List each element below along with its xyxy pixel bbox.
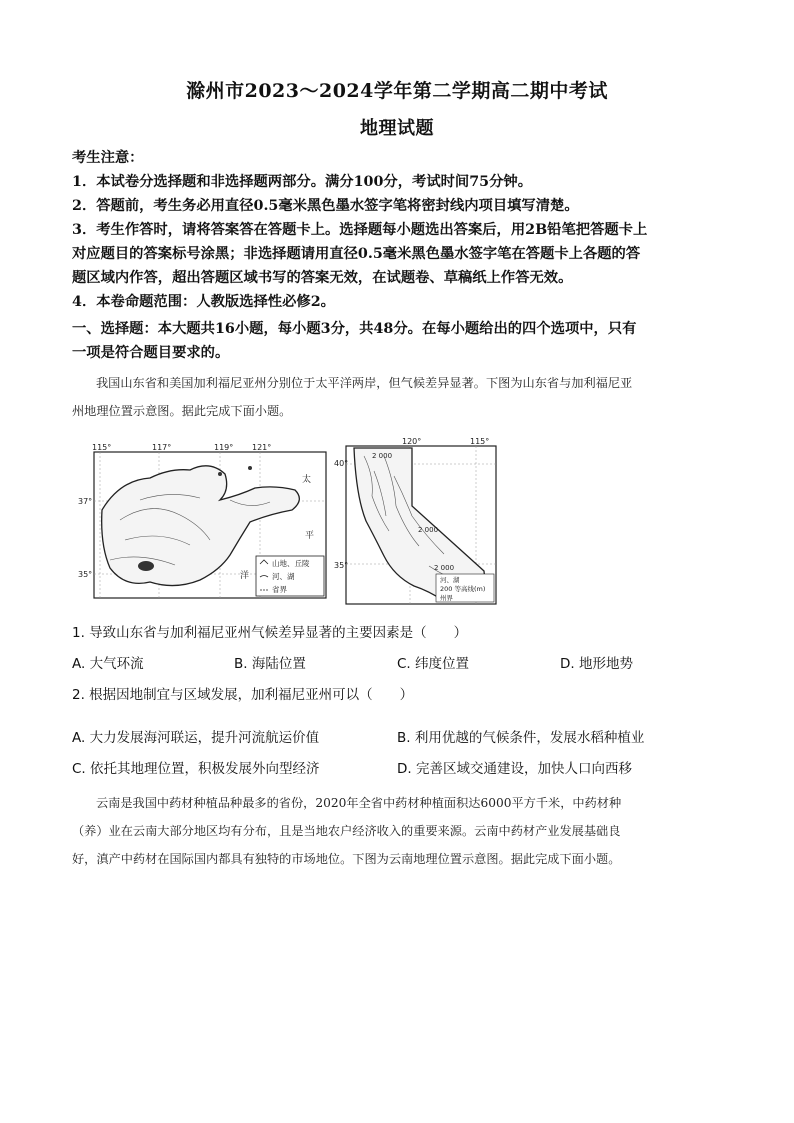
notice-item-3-end: 题区域内作答，超出答题区域书写的答案无效，在试题卷、草稿纸上作答无效。 — [72, 270, 573, 286]
california-legend-border: 州界 — [440, 594, 453, 602]
exam-title: 滁州市2023～2024学年第二学期高二期中考试 — [186, 80, 608, 102]
material1-line1: 我国山东省和美国加利福尼亚州分别位于太平洋两岸，但气候差异显著。下图为山东省与加利福尼亚 — [96, 376, 633, 390]
question-2-option-c[interactable]: C. 依托其地理位置，积极发展外向型经济 — [72, 761, 320, 777]
contour-label-1: 2 000 — [372, 452, 393, 460]
california-map — [334, 436, 500, 606]
material2-line3: 好，滇产中药材在国际国内都具有独特的市场地位。下图为云南地理位置示意图。据此完成下面小题。 — [72, 852, 621, 866]
shandong-lon-115: 115° — [92, 443, 112, 452]
california-legend-river: 河、湖 — [440, 576, 460, 584]
subject-title: 地理试题 — [360, 118, 434, 139]
california-lat-40: 40° — [334, 459, 349, 468]
california-lon-120: 120° — [402, 437, 422, 446]
notice-item-4: 4．本卷命题范围：人教版选择性必修2。 — [72, 294, 335, 310]
shandong-lat-35: 35° — [78, 570, 93, 579]
shandong-map — [80, 440, 332, 602]
notice-item-3: 3．考生作答时，请将答案答在答题卡上。选择题每小题选出答案后，用2B铅笔把答题卡上 — [72, 222, 648, 238]
contour-label-3: 2 000 — [434, 564, 455, 572]
sea-char-3: 洋 — [240, 571, 250, 581]
material2-line1: 云南是我国中药材种植品种最多的省份，2020年全省中药材种植面积达6000平方千米，中药材种 — [96, 796, 622, 810]
question-1-option-d[interactable]: D. 地形地势 — [560, 656, 633, 672]
question-1-option-b[interactable]: B. 海陆位置 — [234, 656, 306, 672]
question-1-stem: 1. 导致山东省与加利福尼亚州气候差异显著的主要因素是（ ） — [72, 625, 468, 641]
california-lon-115: 115° — [470, 437, 490, 446]
notice-item-3-cont: 对应题目的答案标号涂黑；非选择题请用直径0.5毫米黑色墨水签字笔在答题卡上各题的答 — [72, 246, 641, 262]
notice-item-1: 1．本试卷分选择题和非选择题两部分。满分100分，考试时间75分钟。 — [72, 174, 532, 190]
shandong-legend-river: 河、湖 — [272, 572, 295, 581]
lake-nansi — [138, 561, 154, 571]
shandong-legend-mountain: 山地、丘陵 — [272, 559, 310, 568]
shandong-lat-37: 37° — [78, 497, 93, 506]
notice-heading: 考生注意： — [72, 150, 144, 166]
question-2-option-a[interactable]: A. 大力发展海河联运，提升河流航运价值 — [72, 730, 320, 746]
question-2-option-d[interactable]: D. 完善区域交通建设，加快人口向西移 — [397, 761, 632, 777]
material2-line2: （养）业在云南大部分地区均有分布，且是当地农户经济收入的重要来源。云南中药材产业发展基础良 — [72, 824, 621, 838]
question-1-option-a[interactable]: A. 大气环流 — [72, 656, 144, 672]
section1-heading-line1: 一、选择题：本大题共16小题，每小题3分，共48分。在每小题给出的四个选项中，只有 — [72, 321, 637, 337]
question-2-option-b[interactable]: B. 利用优越的气候条件，发展水稻种植业 — [397, 730, 645, 746]
question-2-stem: 2. 根据因地制宜与区域发展，加利福尼亚州可以（ ） — [72, 687, 414, 703]
shandong-lon-121: 121° — [252, 443, 272, 452]
shandong-lon-119: 119° — [214, 443, 234, 452]
shandong-legend-border: 省界 — [272, 585, 287, 594]
question-1-option-c[interactable]: C. 纬度位置 — [397, 656, 470, 672]
notice-item-2: 2．答题前，考生务必用直径0.5毫米黑色墨水签字笔将密封线内项目填写清楚。 — [72, 198, 579, 214]
sea-char-1: 太 — [302, 475, 312, 485]
california-lat-35: 35° — [334, 561, 349, 570]
section1-heading-line2: 一项是符合题目要求的。 — [72, 345, 230, 361]
california-legend-contour: 200 等高线(m) — [440, 585, 486, 593]
contour-label-2: 2 000 — [418, 526, 439, 534]
shandong-lon-117: 117° — [152, 443, 172, 452]
sea-char-2: 平 — [305, 531, 315, 541]
material1-line2: 州地理位置示意图。据此完成下面小题。 — [72, 404, 292, 418]
